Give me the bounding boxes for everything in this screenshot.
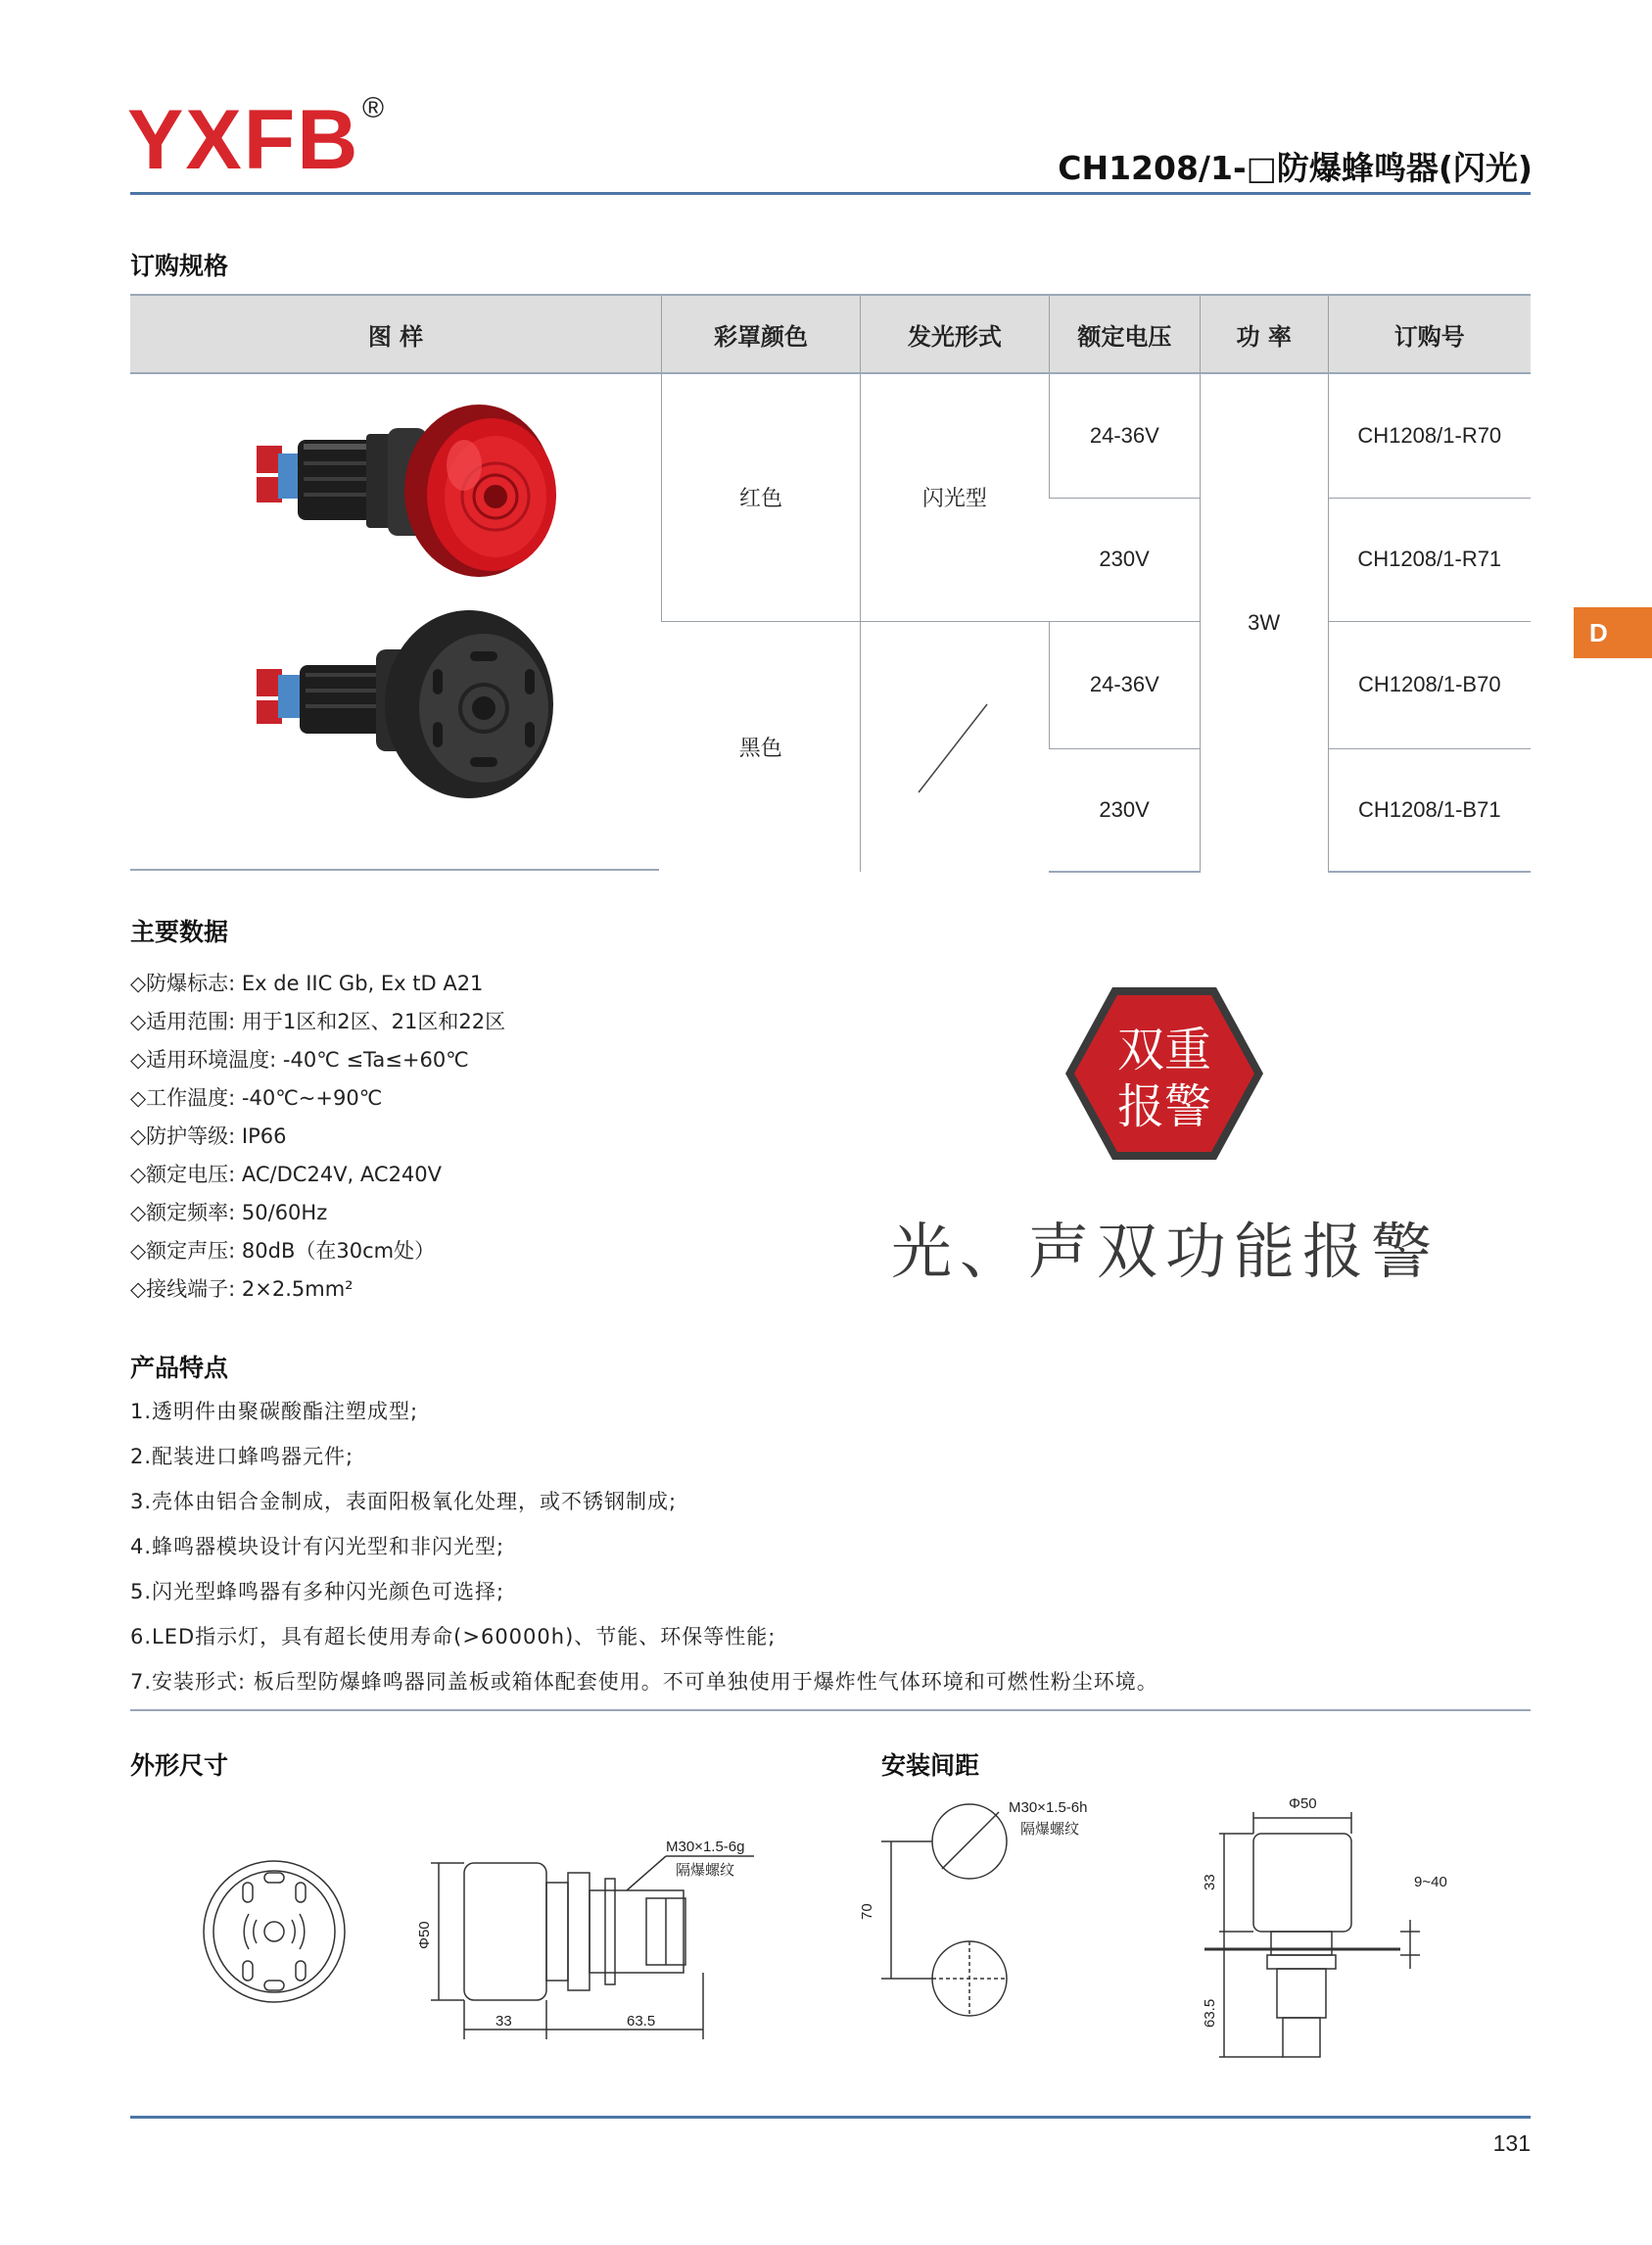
table-bottom-rule — [130, 869, 659, 871]
panel-thickness-label: 9~40 — [1414, 1874, 1447, 1890]
length-a-label: 33 — [496, 2013, 512, 2030]
footer-rule — [130, 2116, 1531, 2119]
list-item: 5.闪光型蜂鸣器有多种闪光颜色可选择; — [130, 1580, 505, 1603]
brand-name: YXFB — [127, 93, 360, 187]
red-buzzer-image — [257, 405, 556, 577]
list-item: ◇防爆标志: Ex de IIC Gb, Ex tD A21 — [130, 972, 484, 995]
light-none-cell — [860, 621, 1049, 872]
features-heading: 产品特点 — [130, 1354, 229, 1382]
list-item: ◇接线端子: 2×2.5mm² — [130, 1277, 354, 1301]
color-red-cell: 红色 — [662, 373, 861, 621]
thread-sub-label: 隔爆螺纹 — [676, 1861, 735, 1879]
thread-label: M30×1.5-6g — [666, 1839, 745, 1855]
list-item: ◇适用环境温度: -40℃ ≤Ta≤+60℃ — [130, 1048, 469, 1072]
mounting-heading: 安装间距 — [881, 1751, 980, 1780]
list-item: 3.壳体由铝合金制成，表面阳极氧化处理，或不锈钢制成; — [130, 1490, 678, 1513]
mount-height-top-label: 33 — [1202, 1874, 1218, 1890]
voltage-cell: 24-36V — [1049, 373, 1200, 498]
spacing-label: 70 — [859, 1903, 875, 1920]
product-images-cell — [130, 373, 662, 872]
order-no-cell: CH1208/1-B71 — [1328, 748, 1531, 872]
col-color: 彩罩颜色 — [662, 295, 861, 373]
list-item: 7.安装形式: 板后型防爆蜂鸣器同盖板或箱体配套使用。不可单独使用于爆炸性气体环境和可燃性粉尘环境。 — [130, 1670, 1158, 1694]
mount-height-bottom-label: 63.5 — [1202, 1998, 1218, 2028]
power-cell: 3W — [1200, 373, 1328, 872]
order-no-cell: CH1208/1-R70 — [1328, 373, 1531, 498]
registered-mark: ® — [362, 92, 387, 124]
order-table — [130, 294, 1531, 873]
list-item: 4.蜂鸣器模块设计有闪光型和非闪光型; — [130, 1535, 505, 1558]
length-b-label: 63.5 — [627, 2013, 656, 2030]
page-number: 131 — [1492, 2130, 1531, 2156]
badge-line1: 双重 — [1116, 1023, 1212, 1077]
list-item: ◇防护等级: IP66 — [130, 1124, 287, 1148]
dimensions-heading: 外形尺寸 — [130, 1751, 229, 1780]
table-header-row — [130, 295, 1531, 373]
mounting-drawing — [852, 1783, 1459, 2077]
mount-thread-sub-label: 隔爆螺纹 — [1020, 1820, 1080, 1838]
voltage-cell: 230V — [1049, 748, 1200, 872]
voltage-cell: 24-36V — [1049, 621, 1200, 748]
brand-logo — [127, 92, 387, 187]
col-order-no: 订购号 — [1328, 295, 1531, 373]
dia-label: Φ50 — [416, 1921, 433, 1949]
header-rule — [130, 192, 1531, 195]
black-buzzer-image — [257, 610, 553, 798]
list-item: ◇适用范围: 用于1区和2区、21区和22区 — [130, 1010, 506, 1033]
section-tab: D — [1574, 607, 1652, 658]
dual-alarm-badge — [1063, 985, 1265, 1162]
table-row — [130, 373, 1531, 498]
list-item: 1.透明件由聚碳酸酯注塑成型; — [130, 1400, 419, 1423]
page-title: CH1208/1-□防爆蜂鸣器(闪光) — [1058, 149, 1533, 187]
light-flash-cell: 闪光型 — [860, 373, 1049, 621]
features-list — [130, 1389, 1158, 1704]
list-item: ◇额定频率: 50/60Hz — [130, 1201, 328, 1224]
color-black-cell: 黑色 — [662, 621, 861, 872]
mount-dia-label: Φ50 — [1289, 1795, 1317, 1812]
order-heading: 订购规格 — [130, 252, 229, 280]
col-power: 功 率 — [1200, 295, 1328, 373]
badge-line2: 报警 — [1116, 1079, 1212, 1134]
col-light: 发光形式 — [860, 295, 1049, 373]
list-item: ◇额定电压: AC/DC24V, AC240V — [130, 1163, 443, 1186]
product-images — [131, 375, 660, 865]
list-item: 2.配装进口蜂鸣器元件; — [130, 1445, 354, 1468]
col-voltage: 额定电压 — [1049, 295, 1200, 373]
order-no-cell: CH1208/1-B70 — [1328, 621, 1531, 748]
voltage-cell: 230V — [1049, 498, 1200, 621]
slogan: 光、声双功能报警 — [891, 1216, 1440, 1287]
col-image: 图 样 — [130, 295, 662, 373]
list-item: ◇额定声压: 80dB（在30cm处） — [130, 1239, 436, 1263]
mount-thread-label: M30×1.5-6h — [1009, 1799, 1088, 1816]
main-data-heading: 主要数据 — [130, 918, 229, 946]
list-item: 6.LED指示灯，具有超长使用寿命(>60000h)、节能、环保等性能; — [130, 1625, 777, 1648]
main-data-list — [130, 965, 505, 1309]
dimension-drawing — [176, 1812, 764, 2047]
features-rule — [130, 1709, 1531, 1711]
list-item: ◇工作温度: -40℃~+90℃ — [130, 1086, 383, 1110]
not-applicable-slash — [862, 626, 1048, 861]
order-no-cell: CH1208/1-R71 — [1328, 498, 1531, 621]
